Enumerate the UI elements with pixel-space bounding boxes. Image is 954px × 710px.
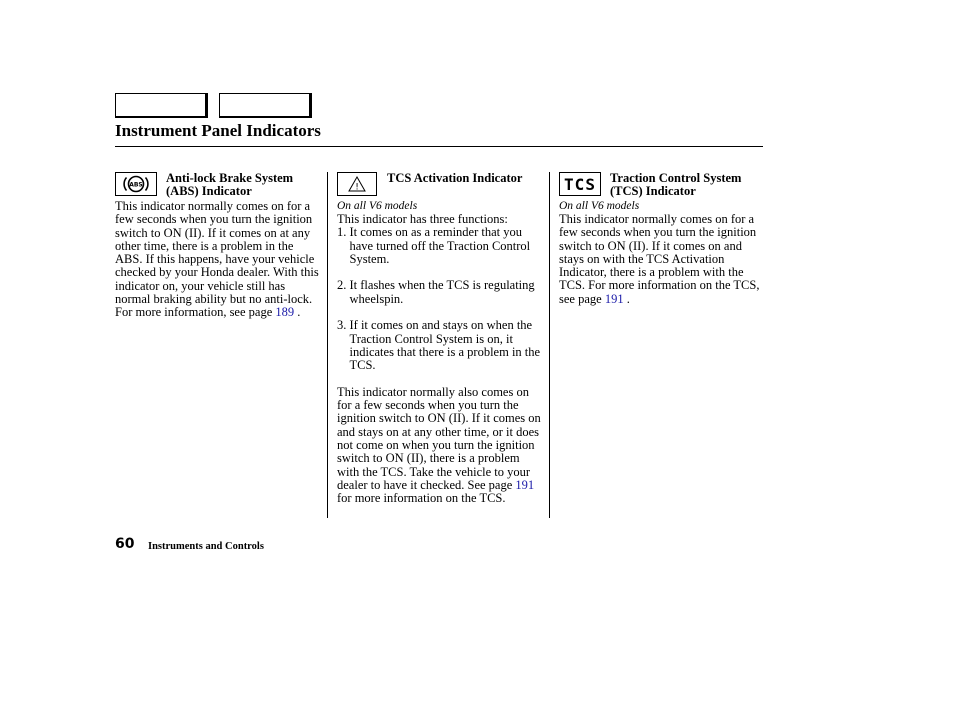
tcs-activation-page-link[interactable]: 191 (515, 477, 535, 492)
function-item-3: 3. If it comes on and stays on when the Traction Control System is on, it indicates that there is a problem in the TCS. (337, 318, 541, 373)
page-number: 60 (115, 536, 135, 552)
tcs-note: On all V6 models (559, 200, 640, 212)
function-item-2: 2. It flashes when the TCS is regulating wheelspin. (337, 278, 535, 306)
tcs-heading: Traction Control System (610, 171, 742, 185)
tcs-activation-note: On all V6 models (337, 200, 418, 212)
svg-text:ABS: ABS (129, 181, 143, 189)
page-title: Instrument Panel Indicators (115, 121, 321, 140)
abs-heading: Anti-lock Brake System (166, 171, 294, 185)
svg-text:TCS: TCS (564, 175, 596, 194)
column-divider-1 (327, 172, 328, 518)
abs-page-link[interactable]: 189 (275, 305, 295, 320)
abs-heading-2: (ABS) Indicator (166, 184, 252, 199)
abs-section (115, 172, 321, 320)
tcs-section (559, 172, 764, 306)
column-divider-2 (549, 172, 550, 518)
warning-triangle-icon (337, 172, 377, 196)
tcs-activation-intro: This indicator has three functions: (337, 212, 508, 226)
nav-tab-1[interactable] (115, 93, 208, 118)
tcs-activation-para: This indicator normally also comes on for a few seconds when you turn the ignition switch to ON (II). If it comes on and stays on at any other time, or it does not come on when you turn the ignition switch to ON (II), there is a problem with the TCS. Take the vehicle to your dealer to have it checked. See page 191 for more information on the TCS. (337, 384, 541, 506)
section-name: Instruments and Controls (148, 541, 264, 552)
tcs-activation-heading: TCS Activation Indicator (387, 171, 523, 185)
svg-text:!: ! (355, 182, 359, 193)
abs-body: This indicator normally comes on for a few seconds when you turn the ignition switch to ON (II). If it comes on at any other time, there is a problem in the ABS. If this happens, have your vehicle checked by your Honda dealer. With this indicator on, your vehicle still has normal braking ability but no anti-lock. For more information, see page 189 . (115, 199, 319, 320)
nav-tab-2[interactable] (219, 93, 312, 118)
abs-indicator-icon (115, 172, 157, 196)
title-rule (115, 146, 763, 147)
tcs-heading-2: (TCS) Indicator (610, 184, 696, 199)
tcs-indicator-icon (559, 172, 601, 196)
function-item-1: 1. It comes on as a reminder that you have turned off the Traction Control System. (337, 225, 531, 266)
tcs-page-link[interactable]: 191 (604, 291, 624, 306)
tcs-body: This indicator normally comes on for a few seconds when you turn the ignition switch to ON (II). If it comes on and stays on with the TCS Activation Indicator, there is a problem with the TCS. For more information on the TCS, see page 191 . (559, 212, 760, 306)
tcs-activation-section (337, 172, 544, 506)
